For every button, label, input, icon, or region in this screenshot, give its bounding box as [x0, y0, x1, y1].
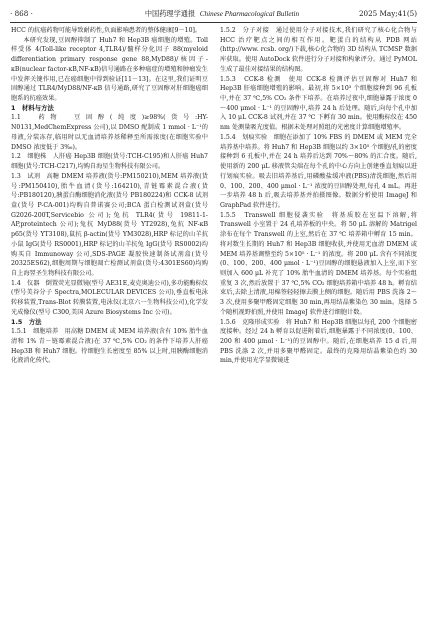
section-heading: 1 材料与方法 — [11, 103, 54, 112]
paragraph: 1.5.6 克隆形成实验 将 Huh7 和 Hep3B 细胞以每孔 200 个细胞密度接种。经过 24 h 孵育以促进附着后,细胞暴露于不同浓度(0、100、200 和 400 μmol · L⁻¹)的豆固醇中。随后,在细胞培养 15 d 后,用 PBS 洗涤 2 次,并用多聚甲醛固定。最终的克隆用结晶紫染色约 30 min,并使用光学显微镜进 — [220, 318, 417, 365]
paragraph: 1.5.5 Transwell 细胞侵袭实验 将基质胶在室温下溶解,将 Transwell 小室置于 24 孔培养板的中央。将 50 μL 溶解的 Matrigel 涂布在每个 Transwell 的上室,然后在 37 ℃ 培养箱中孵育 15 min。将对数生长期的 Huh7 和 Hep3B 细胞收获,并使用无血清 DMEM 或 MEM 培养基调整至约 5×10⁵ · L⁻¹ 的浓度。将 200 μL 含有不同浓度(0、100、200、400 μmol · L⁻¹)豆固醇的细胞悬液加入上室,而下室则加入 600 μL 补充了 10% 胎牛血清的 DMEM 培养基。每个实验组重复 3 次,然后放置于 37 ℃,5% CO₂ 细胞培养箱中培养 48 h。孵育结束后,去除上清液,用棉签轻轻擦去膜上侧的细胞。随后用 PBS 洗涤 2～3 次,使用多聚甲醛固定细胞 30 min,再用结晶紫染色 30 min。选择 5 个随机视野拍照,并使用 ImageJ 软件进行细胞计数。 — [220, 211, 417, 316]
paragraph: 1.5.2 分子对接 通过使用分子对接技术,我们研究了核心化合物与 HCC 治疗靶点之间的相互作用。靶蛋白的结构从 PDB 网站(http://www. rcsb. org/)下载,核心化合物的 3D 结构从 TCMSP 数据库获取。使用 AutoDock 软件进行分子对接和构象评分。通过 PyMOL 生成了最佳对接结果的结构图。 — [220, 27, 417, 73]
left-column — [11, 26, 208, 630]
right-column — [220, 26, 417, 630]
journal-title-en: Chinese Pharmacological Bulletin — [199, 10, 300, 18]
page-number: · 868 · — [10, 9, 33, 18]
paragraph: HCC 的抗癌药物可能导致耐药性,负面影响患者的整体健康[9－10]。 — [11, 27, 202, 34]
journal-title — [102, 7, 342, 21]
paragraph: 1.2 细胞株 人肝癌 Hep3B 细胞(货号:TCH-C195)和人肝癌 Huh7 细胞(货号:TCH-C217),均购自海星生物科技有限公司。 — [11, 153, 208, 171]
paragraph: 1.3 试剂 高糖 DMEM 培养液(货号:PM150210),MEM 培养液(货号:PM150410),胎牛血清(货号:164210),青链霉素混合液(货号:PB180120),胰蛋白酶细胞消化液(货号 PB180224)和 CCK-8 试剂盒(货号 P-CA-001)均购自普诺赛公司;BCA 蛋白检测试剂盒(货号 G2026-200T,Servicebio 公司);兔抗 TLR4(货号 19811-1-AP,proteintech 公司);兔抗 MyD88(货号 YT2928),兔抗 NF-κB p65(货号 YT3108),鼠抗 β-actin(货号 YM3028),HRP 标记的山羊抗小鼠 IgG(货号 RS0001),HRP 标记的山羊抗兔 IgG(货号 RS0002)均购买自 Immunoway 公司,SDS-PAGE 凝胶快速制备试剂盒(货号 20325ES62),细胞周期与细胞凋亡检测试剂盒(货号:4301ES60)均购自上海翌圣生物科技有限公司。 — [11, 172, 208, 277]
page-header — [10, 7, 417, 21]
paragraph: 1.5.4 划痕实验 细胞在添加了 10% FBS 的 DMEM 或 MEM 完全培养基中培养。将 Huh7 和 Hep3B 细胞以约 3×10⁵ 个细胞/孔的密度接种到 6 孔板中,并在 24 h 培养后达到 70%～80% 的汇合度。随后,使用新的 200 μL 移液管尖端在每个孔的中心方向上创建垂直划痕以进行划痕实验。吸去旧培养基后,用磷酸盐缓冲液(PBS)清洗细胞,然后用 0、100、200、400 μmol · L⁻¹ 浓度的豆固醇处理,每孔 4 mL。再进一步培养 48 h 后,吸去培养基并拍摄图像。数据分析使用 ImageJ 和 GraphPad 软件进行。 — [220, 133, 417, 209]
paragraph: 本研究发现,豆固醇抑制了 Huh7 和 Hep3B 癌细胞的增殖。Toll 样受体 4(Toll-like receptor 4,TLR4)/髓样分化因子 88(myeloid differentiation primary response gene 88,MyD88)/核因子-κB(nuclear factor-κB,NF-κB)信号通路在多种癌症的增殖和肿瘤发生中发挥关键作用,已在癌细胞中得到验证[11－13]。在这里,我们证明豆固醇通过 TLR4/MyD88/NF-κB 信号通路,研究了豆固醇对肝细胞癌细胞系的抗癌效果。 — [11, 36, 208, 103]
header-rule — [10, 22, 417, 23]
section-heading: 1.5 方法 — [11, 317, 42, 326]
paragraph: 1.1 药物 豆固醇(纯度)≥98%(货号:HY-N0131,MedChemExpress 公司),以 DMSO 配制成 1 mmol · L⁻¹的母液,分装冻存,临用时以无血清培养基稀释至所需浓度(在细胞实验中 DMSO 浓度低于 3‰)。 — [11, 114, 208, 151]
journal-title-cn: 中国药理学通报 — [144, 9, 196, 18]
issue-info: 2025 May;41(5) — [358, 9, 417, 18]
paragraph: 1.5.1 细胞培养 用高糖 DMEM 或 MEM 培养液(含有 10% 胎牛血清和 1% 青－链霉素混合液)在 37 ℃,5% CO₂ 的条件下培养人肝癌 Hep3B 和 Huh7 细胞。待细胞生长密度至 85% 以上时,用胰酶细胞消化液消化传代。 — [11, 328, 208, 365]
paragraph: 1.4 仪器 倒置荧光显微镜(型号 AE31E,麦克奥迪公司),多功能酶标仪(型号美谷分子 Spectra,MOLECULAR DEVICES 公司),垂直板电泳转移装置,Trans-Blot 转膜装置,电泳仪(北京六一生物科技公司),化学发光成像仪(型号 C300,美国 Azure Biosystems Inc 公司)。 — [11, 279, 208, 316]
paragraph: 1.5.3 CCK-8 检测 使用 CCK-8 检测评估豆固醇对 Huh7 和 Hep3B 肝癌细胞增殖的影响。最初,将 5×10³ 个细胞接种到 96 孔板中,并在 37 ℃,5% CO₂ 条件下培养。在培养过夜中,细胞暴露于浓度 0～400 μmol · L⁻¹ 的豆固醇中,培养 24 h 后处理。随后,向每个孔中加入 10 μL CCK-8 试剂,并在 37 ℃ 下孵育 30 min。使用酶标仪在 450 nm 处测量吸光度值。根据未处理对照组的光密度计算细胞增殖率。 — [220, 75, 417, 132]
